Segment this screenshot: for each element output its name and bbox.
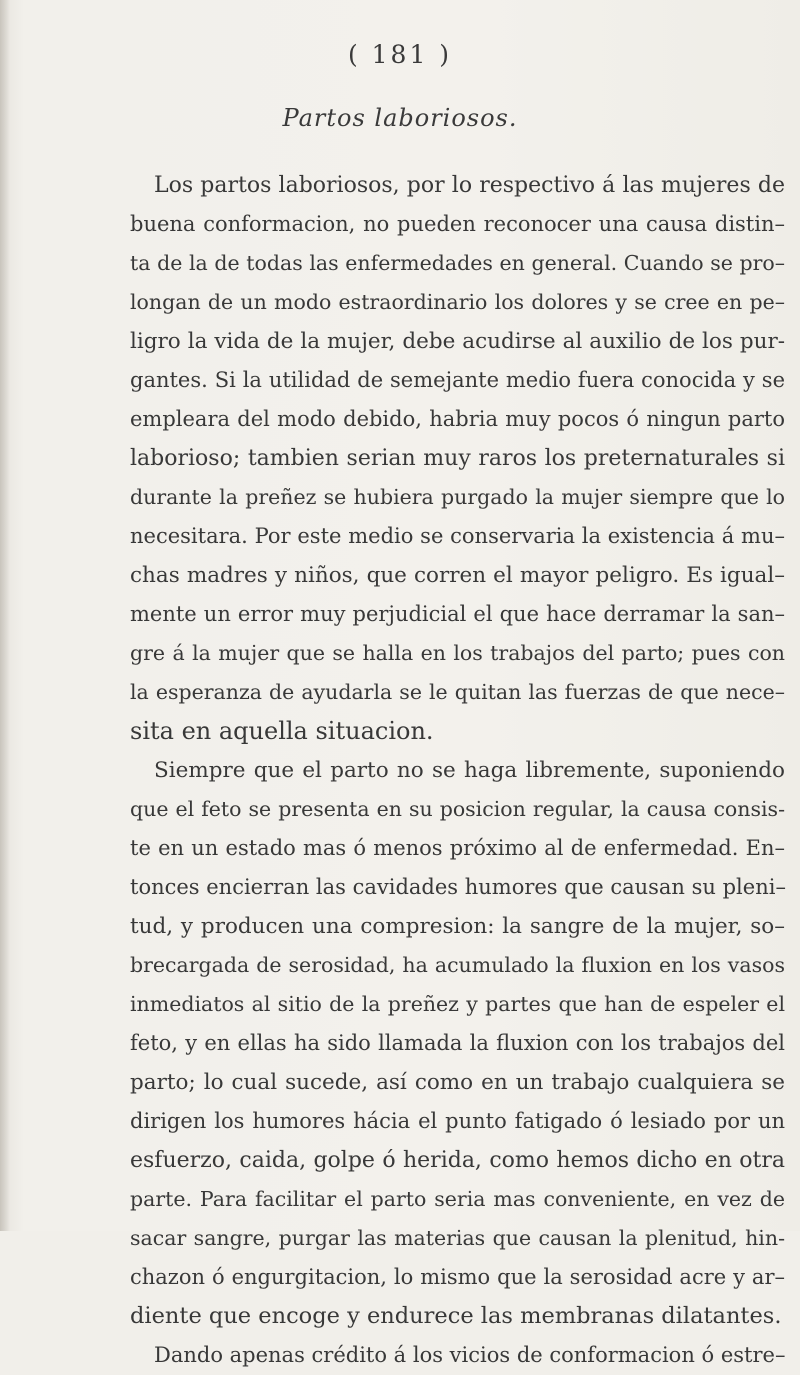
text-line: parte. Para facilitar el parto seria mas conveniente, en vez de (130, 1187, 785, 1211)
text-line: longan de un modo estraordinario los dolores y se cree en pe– (130, 290, 785, 314)
text-line: dirigen los humores hácia el punto fatigado ó lesiado por un (130, 1109, 785, 1133)
text-line: empleara del modo debido, habria muy pocos ó ningun parto (130, 407, 785, 431)
text-line: sita en aquella situacion. (130, 717, 434, 745)
text-line: chas madres y niños, que corren el mayor peligro. Es igual– (130, 563, 785, 588)
text-line: gantes. Si la utilidad de semejante medio fuera conocida y se (130, 368, 785, 392)
text-line: parto; lo cual sucede, así como en un trabajo cualquiera se (130, 1070, 785, 1095)
text-line: Los partos laboriosos, por lo respectivo á las mujeres de (154, 173, 785, 198)
body-text (130, 166, 785, 1375)
section-title: Partos laboriosos. (282, 104, 518, 132)
text-line: mente un error muy perjudicial el que hace derramar la san– (130, 602, 785, 626)
text-line: gre á la mujer que se halla en los trabajos del parto; pues con (130, 641, 785, 665)
text-line: tud, y producen una compresion: la sangre de la mujer, so– (130, 914, 785, 939)
text-line: sacar sangre, purgar las materias que causan la plenitud, hin- (130, 1226, 785, 1250)
text-line: feto, y en ellas ha sido llamada la fluxion con los trabajos del (130, 1031, 785, 1055)
text-line: diente que encoge y endurece las membranas dilatantes. (130, 1303, 782, 1329)
text-line: chazon ó engurgitacion, lo mismo que la serosidad acre y ar– (130, 1265, 785, 1289)
page-number: ( 181 ) (347, 40, 453, 69)
text-line: Siempre que el parto no se haga libremente, suponiendo (154, 758, 785, 783)
text-line: brecargada de serosidad, ha acumulado la fluxion en los vasos (130, 953, 785, 977)
text-line: laborioso; tambien serian muy raros los preternaturales si (130, 446, 785, 471)
text-line: ta de la de todas las enfermedades en general. Cuando se pro– (130, 251, 785, 275)
text-line: te en un estado mas ó menos próximo al de enfermedad. En– (130, 836, 785, 860)
text-line: buena conformacion, no pueden reconocer una causa distin– (130, 212, 785, 236)
text-line: tonces encierran las cavidades humores que causan su pleni– (130, 875, 786, 899)
text-line: la esperanza de ayudarla se le quitan las fuerzas de que nece– (130, 680, 785, 704)
text-line: durante la preñez se hubiera purgado la mujer siempre que lo (130, 485, 785, 509)
text-line: esfuerzo, caida, golpe ó herida, como hemos dicho en otra (130, 1148, 785, 1173)
text-line: ligro la vida de la mujer, debe acudirse al auxilio de los pur- (130, 329, 785, 354)
text-line: que el feto se presenta en su posicion regular, la causa consis- (130, 797, 785, 821)
text-line: necesitara. Por este medio se conservaria la existencia á mu– (130, 524, 785, 548)
text-line: Dando apenas crédito á los vicios de conformacion ó estre– (154, 1343, 786, 1367)
text-line: inmediatos al sitio de la preñez y partes que han de espeler el (130, 992, 785, 1016)
page-gutter-shadow (0, 0, 10, 1231)
